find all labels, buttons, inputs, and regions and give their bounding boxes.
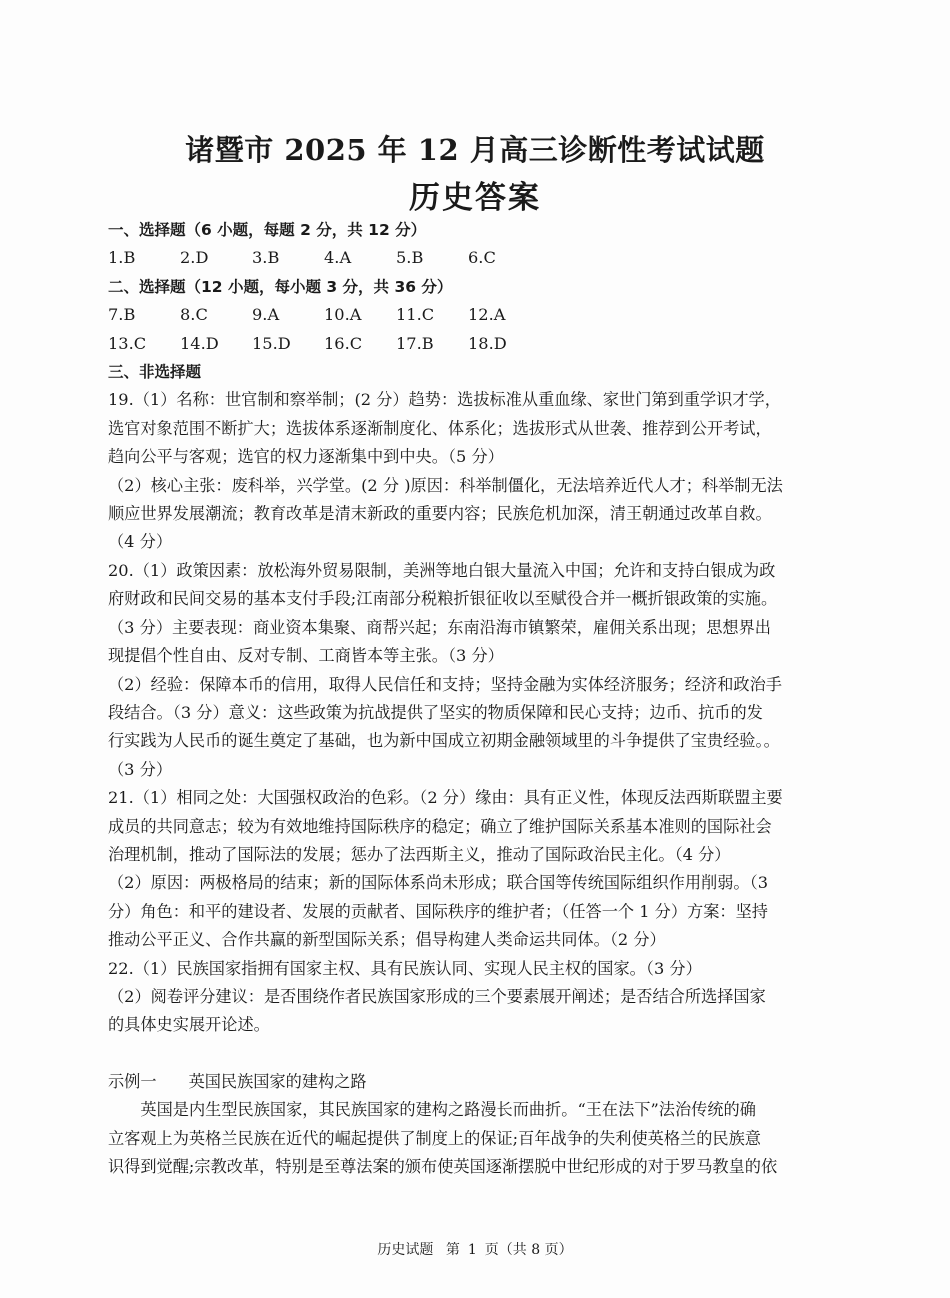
example-title: 英国民族国家的建构之路 [188,1071,367,1091]
answer-item: 8.C [180,305,208,325]
example-line: 英国是内生型民族国家，其民族国家的建构之路漫长而曲折。“王在法下”法治传统的确 [140,1100,756,1120]
answer-line: 府财政和民间交易的基本支付手段;江南部分税粮折银征收以至赋役合并一概折银政策的实施。 [108,589,778,609]
answer-line: （3 分） [108,759,173,779]
example-line: 识得到觉醒;宗教改革，特别是至尊法案的颁布使英国逐渐摆脱中世纪形成的对于罗马教皇的依 [108,1157,778,1176]
page-subtitle: 历史答案 [409,180,541,216]
answer-line: （2）原因：两极格局的结束；新的国际体系尚未形成；联合国等传统国际组织作用削弱。（3 [108,873,768,893]
answer-item: 15.D [252,333,291,353]
answer-line: 分）角色：和平的建设者、发展的贡献者、国际秩序的维护者；（任答一个 1 分）方案：坚持 [108,901,768,921]
section3-answers [108,386,843,1039]
answer-item: 13.C [108,333,147,353]
section3-heading: 三、非选择题 [108,363,202,382]
answer-item: 4.A [324,248,352,268]
answer-item: 3.B [252,248,280,268]
answer-line: 选官对象范围不断扩大；选拔体系逐渐制度化、体系化；选拔形式从世袭、推荐到公开考试， [108,418,772,438]
answer-line: 19.（1）名称：世官制和察举制；(2 分）趋势：选拔标准从重血缘、家世门第到重学识才学， [108,390,781,410]
answer-line: 治理机制，推动了国际法的发展；惩办了法西斯主义，推动了国际政治民主化。（4 分） [108,844,731,864]
footer-page-suffix: 页（共 8 页） [484,1242,573,1258]
answer-item: 6.C [468,248,496,268]
answer-line: 20.（1）政策因素：放松海外贸易限制，美洲等地白银大量流入中国；允许和支持白银成为政 [108,560,776,580]
section2-heading: 二、选择题（12 小题，每小题 3 分，共 36 分） [108,277,453,296]
page-footer [0,1239,950,1259]
answer-item: 10.A [324,305,362,325]
answer-line: 行实践为人民币的诞生奠定了基础，也为新中国成立初期金融领域里的斗争提供了宝贵经验。。 [108,731,780,751]
answer-line: 21.（1）相同之处：大国强权政治的色彩。（2 分）缘由：具有正义性，体现反法西斯联盟主要 [108,788,783,808]
footer-subject: 历史试题 [377,1242,434,1258]
answer-content [108,216,843,1181]
answer-item: 16.C [324,333,363,353]
section2-answers-row1 [108,301,843,329]
answer-item: 1.B [108,248,136,268]
answer-line: 成员的共同意志；较为有效地维持国际秩序的稳定；确立了维护国际关系基本准则的国际社会 [108,816,772,836]
answer-item: 17.B [396,333,434,353]
answer-item: 2.D [180,248,209,268]
answer-item: 7.B [108,305,136,325]
answer-line: （2）阅卷评分建议：是否围绕作者民族国家形成的三个要素展开阐述；是否结合所选择国家 [108,986,766,1006]
answer-line: 推动公平正义、合作共赢的新型国际关系；倡导构建人类命运共同体。（2 分） [108,930,666,950]
section1-heading: 一、选择题（6 小题，每题 2 分，共 12 分） [108,221,427,239]
footer-page-number: 1 [467,1242,477,1258]
answer-line: （2）经验：保障本币的信用，取得人民信任和支持；坚持金融为实体经济服务；经济和政治手 [108,674,782,694]
answer-line: 段结合。（3 分）意义：这些政策为抗战提供了坚实的物质保障和民心支持；边币、抗币的发 [108,702,763,722]
example-label: 示例一 [108,1071,157,1091]
example-essay [108,1068,843,1182]
answer-line: 趋向公平与客观；选官的权力逐渐集中到中央。（5 分） [108,447,504,467]
footer-page-prefix: 第 [445,1242,460,1258]
section2-answers-row2 [108,330,843,358]
answer-item: 12.A [468,305,506,325]
answer-item: 11.C [396,305,435,325]
example-line: 立客观上为英格兰民族在近代的崛起提供了制度上的保证;百年战争的失利使英格兰的民族意 [108,1128,761,1148]
answer-line: （4 分） [108,532,173,552]
answer-item: 9.A [252,305,280,325]
answer-line: 22.（1）民族国家指拥有国家主权、具有民族认同、实现人民主权的国家。（3 分） [108,958,702,978]
answer-line: 顺应世界发展潮流；教育改革是清末新政的重要内容；民族危机加深，清王朝通过改革自救。 [108,504,772,524]
answer-line: （2）核心主张：废科举，兴学堂。(2 分 )原因：科举制僵化，无法培养近代人才；科举制无法 [108,475,783,495]
spacer [108,1040,843,1068]
answer-item: 5.B [396,248,424,268]
answer-line: （3 分）主要表现：商业资本集聚、商帮兴起；东南沿海市镇繁荣，雇佣关系出现；思想界出 [108,617,771,637]
answer-item: 14.D [180,333,219,353]
example-heading [108,1068,843,1096]
answer-line: 的具体史实展开论述。 [108,1015,270,1035]
answer-item: 18.D [468,333,507,353]
section1-answers [108,244,843,272]
page-title: 诸暨市 2025 年 12 月高三诊断性考试试题 [185,133,765,167]
answer-line: 现提倡个性自由、反对专制、工商皆本等主张。（3 分） [108,646,504,666]
